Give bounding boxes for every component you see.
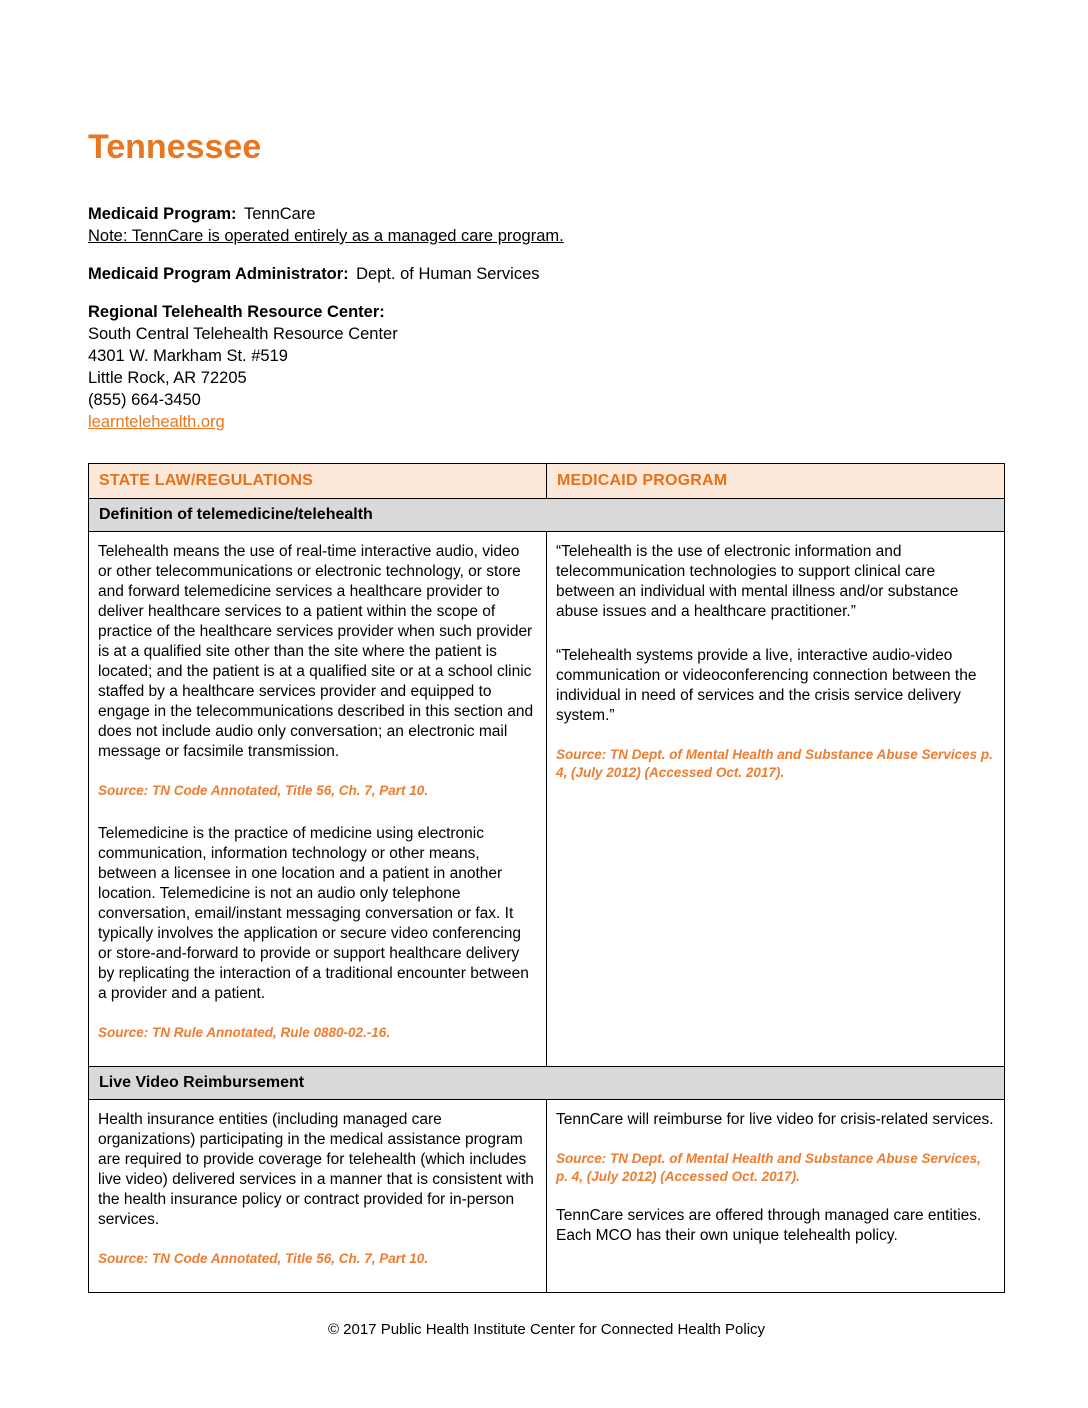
resource-center-link[interactable]: learntelehealth.org (88, 413, 225, 431)
medicaid-source-citation: Source: TN Dept. of Mental Health and Substance Abuse Services p. 4, (July 2012) (Accessed Oct. 2017). (556, 747, 993, 780)
medicaid-source-citation: Source: TN Dept. of Mental Health and Substance Abuse Services, p. 4, (July 2012) (Accessed Oct. 2017). (556, 1151, 981, 1184)
section-title-live-video: Live Video Reimbursement (89, 1067, 1005, 1100)
resource-center-address1: 4301 W. Markham St. #519 (88, 347, 288, 365)
medicaid-paragraph: “Telehealth is the use of electronic information and telecommunication technologies to support clinical care between an individual with mental illness and/or substance abuse issues and a healthcare practitioner.” (556, 543, 959, 620)
medicaid-paragraph: TennCare will reimburse for live video for crisis-related services. (556, 1111, 994, 1128)
column-header-state-law: STATE LAW/REGULATIONS (89, 464, 547, 499)
content-row-live-video (89, 1100, 1005, 1293)
live-video-medicaid-cell (547, 1100, 1005, 1293)
policy-comparison-table (88, 463, 1005, 1293)
section-row-live-video (89, 1067, 1005, 1100)
definition-medicaid-cell (547, 532, 1005, 1067)
content-row-definition (89, 532, 1005, 1067)
resource-center-block (88, 301, 1005, 433)
medicaid-program-block (88, 203, 1005, 247)
law-paragraph: Telemedicine is the practice of medicine using electronic communication, information technology or other means, between a licensee in one location and a patient in another location. Telemedicine is not an audio only telephone conversation, email/instant messaging conversation or fax. It typically involves the application or secure video conferencing or store-and-forward to provide or support healthcare delivery by replicating the interaction of a traditional encounter between a provider and a patient. (98, 825, 529, 1002)
law-source-citation: Source: TN Code Annotated, Title 56, Ch. 7, Part 10. (98, 1251, 429, 1266)
live-video-law-cell (89, 1100, 547, 1293)
section-row-definition (89, 499, 1005, 532)
administrator-label: Medicaid Program Administrator: (88, 265, 349, 283)
medicaid-paragraph: “Telehealth systems provide a live, interactive audio-video communication or videoconferencing connection between the individual in need of services and the crisis service delivery system.” (556, 647, 977, 724)
medicaid-paragraph: TennCare services are offered through managed care entities. Each MCO has their own unique telehealth policy. (556, 1207, 982, 1244)
law-source-citation: Source: TN Code Annotated, Title 56, Ch. 7, Part 10. (98, 783, 429, 798)
table-header-row (89, 464, 1005, 499)
section-title-definition: Definition of telemedicine/telehealth (89, 499, 1005, 532)
column-header-medicaid-program: MEDICAID PROGRAM (547, 464, 1005, 499)
page-title: Tennessee (88, 128, 262, 166)
resource-center-address2: Little Rock, AR 72205 (88, 369, 247, 387)
definition-law-cell (89, 532, 547, 1067)
law-source-citation: Source: TN Rule Annotated, Rule 0880-02.-16. (98, 1025, 391, 1040)
administrator-value: Dept. of Human Services (356, 265, 540, 283)
copyright-footer: © 2017 Public Health Institute Center for Connected Health Policy (327, 1321, 766, 1338)
law-paragraph: Telehealth means the use of real-time interactive audio, video or other telecommunications or electronic technology, or store and forward telemedicine services a healthcare provider to deliver healthcare services to a patient within the scope of practice of the healthcare services provider when such provider is at a qualified site other than the site where the patient is located; and the patient is at a qualified site or at a school clinic staffed by a healthcare services provider and equipped to engage in the telecommunications described in this section and does not include audio only conversation; an electronic mail message or facsimile transmission. (98, 543, 534, 760)
law-paragraph: Health insurance entities (including managed care organizations) participating in the medical assistance program are required to provide coverage for telehealth (which includes live video) delivered services in a manner that is consistent with the health insurance policy or contract provided for in-person services. (98, 1111, 534, 1228)
medicaid-program-label: Medicaid Program: (88, 205, 237, 223)
medicaid-program-value: TennCare (243, 205, 316, 223)
administrator-block (88, 263, 1005, 285)
resource-center-name: South Central Telehealth Resource Center (88, 325, 398, 343)
resource-center-label: Regional Telehealth Resource Center: (88, 303, 385, 321)
resource-center-phone: (855) 664-3450 (88, 391, 201, 409)
managed-care-note: Note: TennCare is operated entirely as a managed care program. (88, 227, 564, 245)
